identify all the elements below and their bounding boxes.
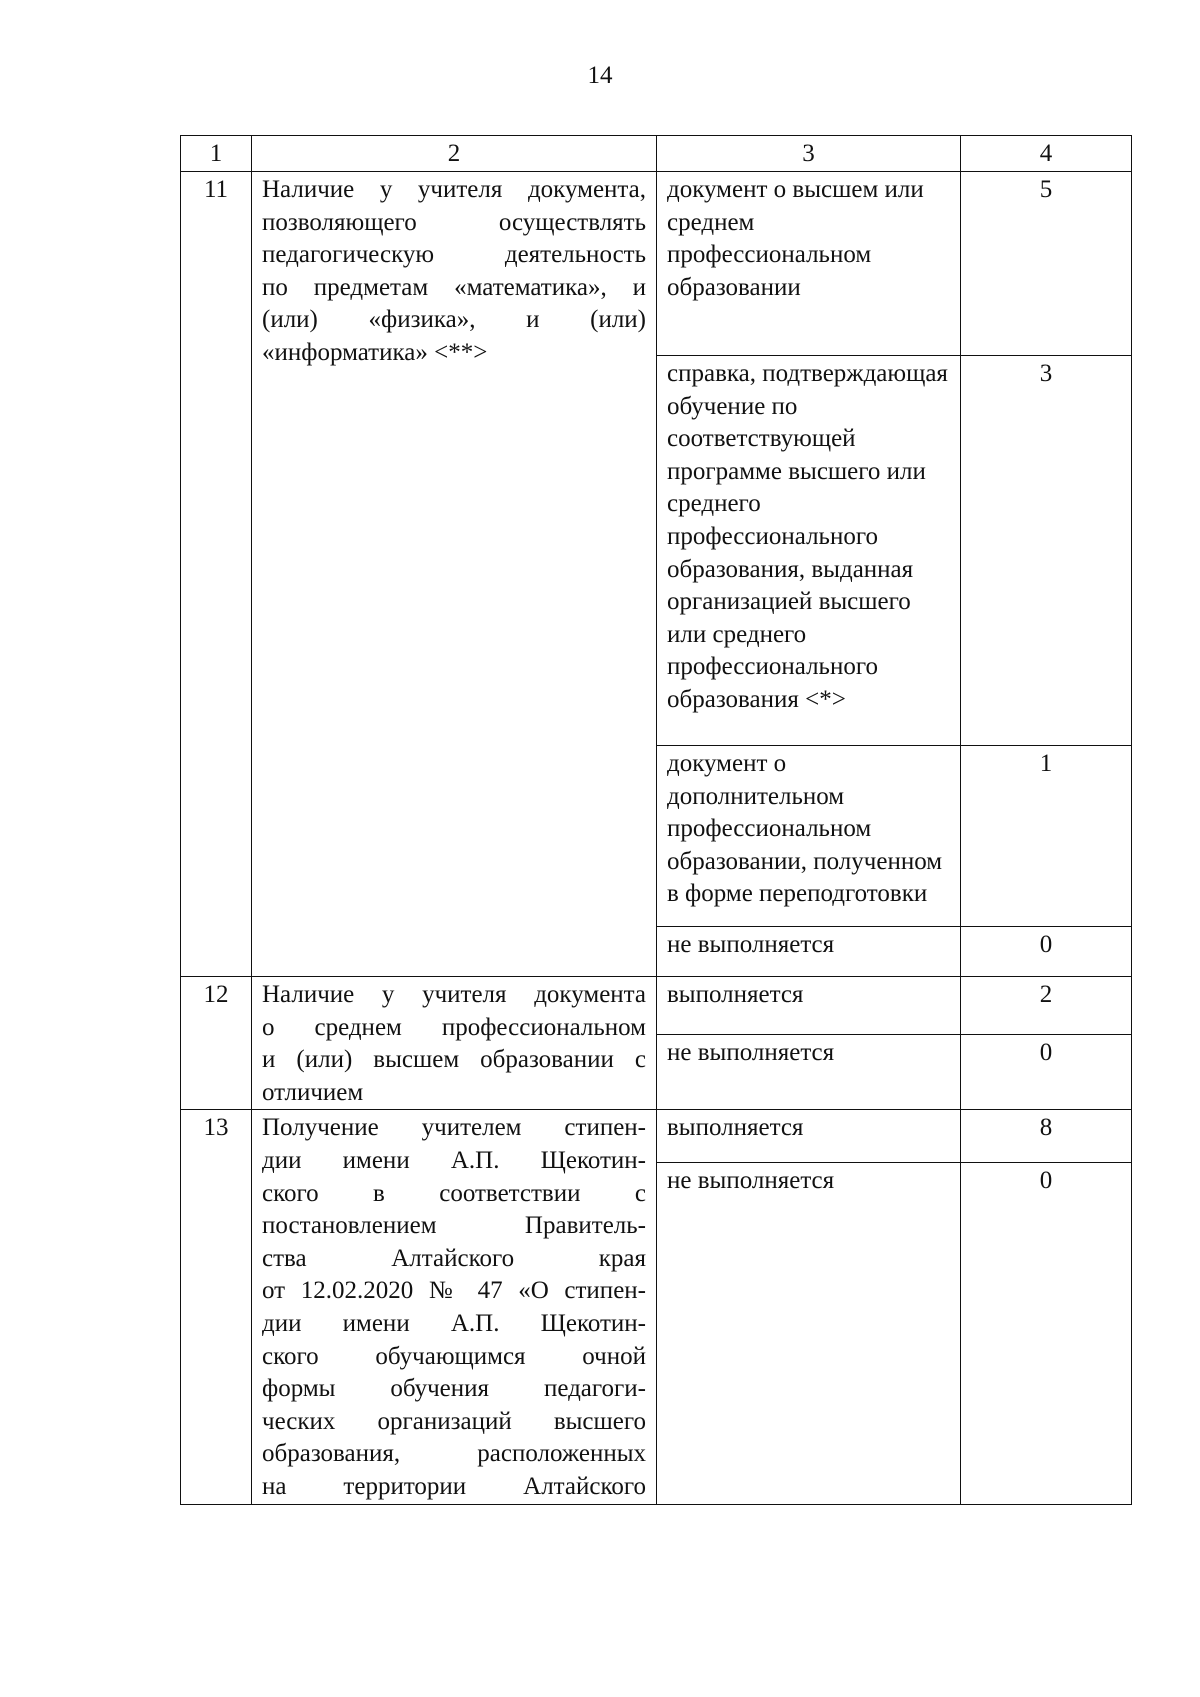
header-cell: 4 — [961, 136, 1132, 172]
points-cell: 0 — [961, 927, 1132, 977]
criterion-description — [252, 172, 657, 977]
condition-cell: не выполняется — [657, 1163, 961, 1504]
condition-cell: документ о дополнительном профессиональном образовании, полученном в форме переподготовки — [657, 746, 961, 927]
description-line: (или) «физика», и (или) — [262, 306, 646, 334]
description-line: дии имени А.П. Щекотин- — [262, 1146, 646, 1174]
description-line: Получение учителем стипен- — [262, 1114, 646, 1142]
header-cell: 2 — [252, 136, 657, 172]
description-line: ческих организаций высшего — [262, 1407, 646, 1435]
points-cell: 5 — [961, 172, 1132, 356]
points-cell: 3 — [961, 356, 1132, 746]
description-line: дии имени А.П. Щекотин- — [262, 1309, 646, 1337]
table-row — [181, 977, 1132, 1035]
header-cell: 3 — [657, 136, 961, 172]
description-line: образования, расположенных — [262, 1440, 646, 1468]
table-header-row — [181, 136, 1132, 172]
description-line: и (или) высшем образовании с — [262, 1046, 646, 1074]
description-line: от 12.02.2020 № 47 «О стипен- — [262, 1277, 646, 1305]
description-line: по предметам «математика», и — [262, 273, 646, 301]
description-line: Наличие у учителя документа, — [262, 176, 646, 203]
points-cell: 0 — [961, 1034, 1132, 1109]
condition-cell: выполняется — [657, 1110, 961, 1163]
condition-cell: справка, подтверждающая обучение по соответствующей программе высшего или среднего профессионального образования, выданная организацией высшего или среднего профессионального образования <*> — [657, 356, 961, 746]
condition-cell: выполняется — [657, 977, 961, 1035]
header-cell: 1 — [181, 136, 252, 172]
condition-cell: не выполняется — [657, 1034, 961, 1109]
description-line: ского в соответствии с — [262, 1179, 646, 1207]
description-line: формы обучения педагоги- — [262, 1375, 646, 1403]
points-cell: 8 — [961, 1110, 1132, 1163]
table-row — [181, 1110, 1132, 1163]
points-cell: 0 — [961, 1163, 1132, 1504]
criterion-description — [252, 977, 657, 1110]
description-line: «информатика» <**> — [262, 338, 488, 366]
description-line: на территории Алтайского — [262, 1472, 646, 1500]
description-line: отличием — [262, 1078, 364, 1106]
description-line: о среднем профессиональном — [262, 1013, 646, 1041]
description-line: педагогическую деятельность — [262, 241, 646, 269]
description-line: ского обучающимся очной — [262, 1342, 646, 1370]
points-cell: 2 — [961, 977, 1132, 1035]
condition-cell: не выполняется — [657, 927, 961, 977]
condition-cell: документ о высшем или среднем профессиональном образовании — [657, 172, 961, 356]
row-number: 12 — [181, 977, 252, 1110]
points-cell: 1 — [961, 746, 1132, 927]
row-number: 11 — [181, 172, 252, 977]
description-line: ства Алтайского края — [262, 1244, 646, 1272]
description-line: постановлением Правитель- — [262, 1212, 646, 1240]
table-row — [181, 172, 1132, 356]
criterion-description — [252, 1110, 657, 1504]
criteria-table — [180, 135, 1132, 1505]
description-line: Наличие у учителя документа — [262, 981, 646, 1008]
row-number: 13 — [181, 1110, 252, 1504]
description-line: позволяющего осуществлять — [262, 208, 646, 236]
page-number: 14 — [587, 62, 613, 89]
